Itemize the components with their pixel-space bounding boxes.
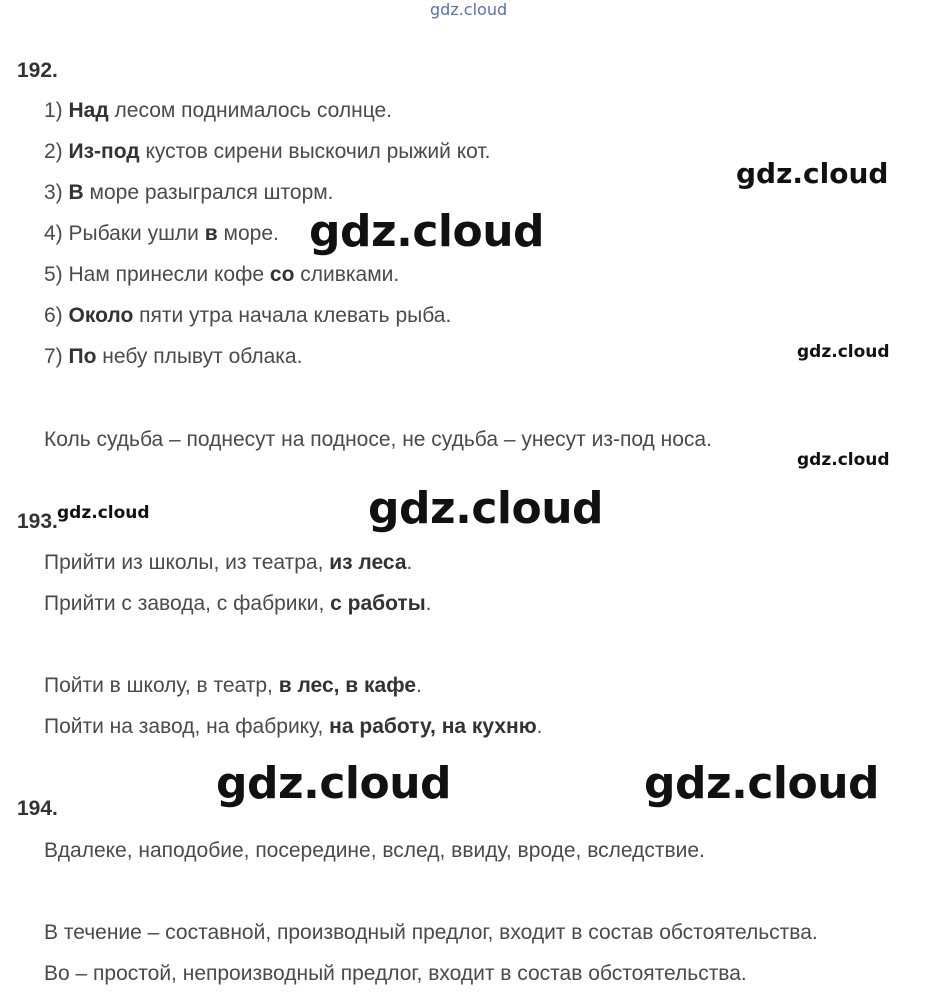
highlighted-preposition: в лес, в кафе <box>278 674 417 697</box>
text-segment: пяти утра начала клевать рыба. <box>133 304 452 327</box>
answer-line <box>44 264 399 285</box>
watermark-small: gdz.cloud <box>797 450 890 470</box>
answer-line <box>44 346 302 367</box>
highlighted-preposition: Около <box>68 304 134 327</box>
answer-line <box>44 963 747 984</box>
text-segment: Пойти на завод, на фабрику, <box>44 715 330 738</box>
watermark-large: gdz.cloud <box>368 483 604 534</box>
text-segment: 5) Нам принесли кофе <box>44 263 270 286</box>
watermark-small: gdz.cloud <box>797 342 890 362</box>
answer-line <box>44 182 334 203</box>
text-segment: море разыгрался шторм. <box>83 181 334 204</box>
answer-line <box>44 305 451 326</box>
highlighted-preposition: в <box>204 222 218 245</box>
highlighted-preposition: Из-под <box>68 140 140 163</box>
text-segment: . <box>406 551 413 574</box>
text-segment: море. <box>217 222 279 245</box>
text-segment: Вдалеке, наподобие, посередине, вслед, ввиду, вроде, вследствие. <box>44 839 705 862</box>
exercise-number-194: 194. <box>17 797 58 820</box>
proverb-line: Коль судьба – поднесут на подносе, не судьба – унесут из-под носа. <box>44 428 712 451</box>
watermark-small: gdz.cloud <box>57 503 150 523</box>
text-segment: 2) <box>44 140 69 163</box>
exercise-number-192: 192. <box>17 59 58 82</box>
highlighted-preposition: В <box>68 181 84 204</box>
text-segment: Прийти из школы, из театра, <box>44 551 330 574</box>
watermark-medium: gdz.cloud <box>736 157 889 190</box>
answer-line <box>44 141 490 162</box>
watermark-large: gdz.cloud <box>309 206 545 257</box>
highlighted-preposition: из леса <box>329 551 407 574</box>
watermark-large: gdz.cloud <box>644 758 880 809</box>
answer-line <box>44 552 412 573</box>
text-segment: Пойти в школу, в театр, <box>44 674 279 697</box>
text-segment: Прийти с завода, с фабрики, <box>44 592 331 615</box>
highlighted-preposition: со <box>269 263 295 286</box>
text-segment: . <box>416 674 422 697</box>
text-segment: 7) <box>44 345 69 368</box>
text-segment: В течение – составной, производный предлог, входит в состав обстоятельства. <box>44 921 818 944</box>
text-segment: кустов сирени выскочил рыжий кот. <box>139 140 491 163</box>
text-segment: сливками. <box>294 263 400 286</box>
text-segment: 6) <box>44 304 69 327</box>
answer-line <box>44 223 279 244</box>
text-segment: . <box>425 592 432 615</box>
highlighted-preposition: По <box>68 345 97 368</box>
highlighted-preposition: Над <box>68 99 109 122</box>
text-segment: Во – простой, непроизводный предлог, входит в состав обстоятельства. <box>44 962 747 985</box>
text-segment: 1) <box>44 99 69 122</box>
answer-line <box>44 593 431 614</box>
exercise-number-193: 193. <box>17 510 58 533</box>
answer-line <box>44 100 392 121</box>
text-segment: небу плывут облака. <box>96 345 303 368</box>
answer-line <box>44 716 543 737</box>
watermark-large: gdz.cloud <box>216 758 452 809</box>
text-segment: 3) <box>44 181 69 204</box>
answer-line <box>44 675 422 696</box>
answer-line <box>44 922 818 943</box>
highlighted-preposition: на работу, на кухню <box>329 715 537 738</box>
text-segment: лесом поднималось солнце. <box>108 99 392 122</box>
highlighted-preposition: с работы <box>330 592 426 615</box>
text-segment: . <box>536 715 543 738</box>
watermark-top: gdz.cloud <box>430 0 508 19</box>
answer-line <box>44 840 705 861</box>
text-segment: 4) Рыбаки ушли <box>44 222 205 245</box>
